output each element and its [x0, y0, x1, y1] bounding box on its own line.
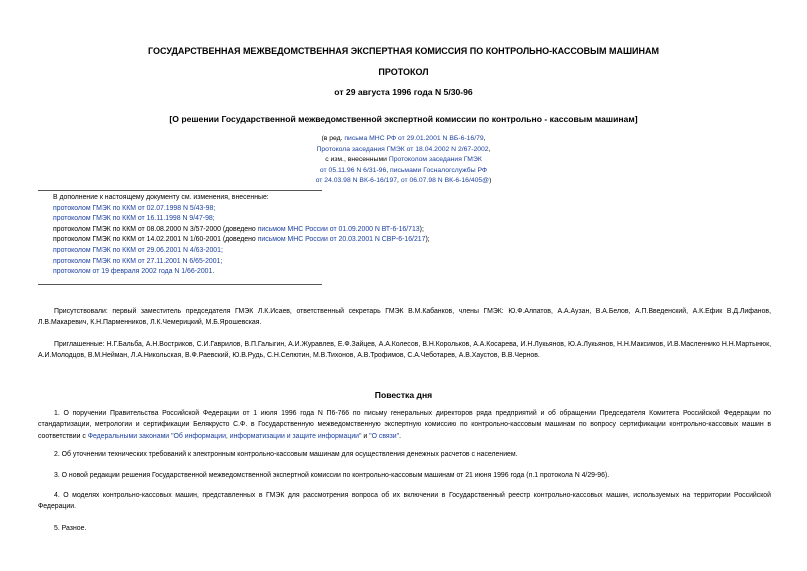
invited-paragraph: Приглашенные: Н.Г.Бальба, А.Н.Востриков, С.И.Гаврилов, В.П.Галыгин, А.И.Журавлев, Е.Ф.Зайцев, А.А.Колесов, В.Н.Корольков, А.А.Косарева, И.Н.Лукьянов, Ю.А.Лукьянов, Н.Н.Максимов, И.В.Масленнико Н.Н.Мартынюк, А.И.Молодцов, В.М.Нейман, Л.А.Никольская, В.Ф.Раевский, Ю.В.Рудь, С.Н.Селютин, М.В.Тихонов, А.В.Трофимов, С.А.Чеботарев, А.В.Хаустов, В.В.Чернов. — [38, 341, 771, 360]
change-link-7[interactable]: протоколом от 19 февраля 2002 года N 1/66-2001 — [53, 268, 213, 276]
document-header: ГОСУДАРСТВЕННАЯ МЕЖВЕДОМСТВЕННАЯ ЭКСПЕРТНАЯ КОМИССИЯ ПО КОНТРОЛЬНО-КАССОВЫМ МАШИНАМ — [148, 46, 659, 56]
changes-bottom-rule — [38, 284, 322, 285]
agenda-item-1: 1. О поручении Правительства Российской Федерации от 1 июля 1996 года N П6-766 по письму генеральных директоров ряда предприятий и об обращении Председателя Комитета Российской Федерации по стандартизации, метрологии и сертификации Белякрусто С.Ф. в Государственную межведомственную экспертную комиссию по контрольно-кассовым машинам по вопросу сертификации контрольно-кассовых машин в соответствии с Федеральными законами "Об информации, информатизации и защите информации" и "О связи". — [38, 410, 771, 440]
edition-link-7[interactable]: от 06.07.98 N ВК-6-16/405@ — [400, 177, 490, 185]
document-date: от 29 августа 1996 года N 5/30-96 — [334, 87, 473, 97]
edition-note: (в ред. письма МНС РФ от 29.01.2001 N ВБ-6-16/79, Протокола заседания ГМЭК от 18.04.2002 N 2/67-2002, с изм., внесенными Протоколом заседания ГМЭК от 05.11.96 N 6/31-96, письмами Госналогслужбы РФ от 24.03.98 N ВК-6-16/197, от 06.07.98 N ВК-6-16/405@) — [315, 135, 492, 185]
change-link-5[interactable]: протоколом ГМЭК по ККМ от 29.06.2001 N 4/63-2001; — [53, 246, 223, 254]
law-link-communications[interactable]: "О связи" — [369, 432, 400, 440]
edition-link-5[interactable]: письмами Госналогслужбы РФ — [390, 166, 488, 174]
edition-link-3[interactable]: Протоколом заседания ГМЭК — [388, 156, 482, 164]
agenda-title: Повестка дня — [374, 390, 433, 400]
edition-link-2[interactable]: Протокола заседания ГМЭК от 18.04.2002 N 2/67-2002 — [316, 145, 489, 153]
change-item-7: протоколом от 19 февраля 2002 года N 1/66-2001. — [53, 268, 215, 276]
change-link-6[interactable]: протоколом ГМЭК по ККМ от 27.11.2001 N 6/65-2001; — [53, 257, 223, 265]
agenda-item-2: 2. Об уточнении технических требований к электронным контрольно-кассовым машинам для осуществления денежных расчетов с населением. — [54, 451, 518, 458]
edition-link-4[interactable]: от 05.11.96 N 6/31-96 — [319, 166, 387, 174]
present-paragraph: Присутствовали: первый заместитель председателя ГМЭК Л.К.Исаев, ответственный секретарь ГМЭК В.М.Кабанков, члены ГМЭК: Ю.Ф.Алпатов, А.А.Аузан, В.А.Белов, А.П.Введенский, А.К.Ефик В.Д.Лифанов, Л.В.Макаревич, К.Н.Парменников, Л.К.Чемерицкий, М.Б.Ярошевская. — [38, 308, 771, 327]
change-item-3: протоколом ГМЭК по ККМ от 08.08.2000 N 3/57-2000 (доведено письмом МНС России от 01.09.2000 N ВТ-6-16/713); — [53, 225, 424, 233]
change-link-2[interactable]: протоколом ГМЭК по ККМ от 16.11.1998 N 9/47-98; — [53, 215, 215, 223]
change-link-1[interactable]: протоколом ГМЭК по ККМ от 02.07.1998 N 5/43-98; — [53, 204, 216, 212]
change-item-4: протоколом ГМЭК по ККМ от 14.02.2001 N 1/60-2001 (доведено письмом МНС России от 20.03.2001 N СВР-6-16/217); — [53, 236, 430, 244]
agenda-item-5: 5. Разное. — [54, 525, 87, 532]
changes-top-rule — [38, 190, 322, 191]
agenda-item-4: 4. О моделях контрольно-кассовых машин, представленных в ГМЭК для рассмотрения вопроса об их включении в Государственный реестр контрольно-кассовых машин, используемых на территории Российской Федерации. — [38, 492, 771, 511]
changes-intro: В дополнение к настоящему документу см. изменения, внесенные: — [53, 194, 269, 201]
agenda-item-3: 3. О новой редакции решения Государственной межведомственной экспертной комиссии по контрольно-кассовым машинам от 21 июня 1996 года (п.1 протокола N 4/29-96). — [54, 472, 610, 479]
document-subject: [О решении Государственной межведомственной экспертной комиссии по контрольно - кассовым машинам] — [169, 114, 638, 124]
law-link-information[interactable]: Федеральными законами "Об информации, информатизации и защите информации" — [87, 432, 362, 440]
edition-link-1[interactable]: письма МНС РФ от 29.01.2001 N ВБ-6-16/79 — [344, 135, 484, 142]
document-type: ПРОТОКОЛ — [378, 67, 429, 77]
change-4-letter-link[interactable]: письмом МНС России от 20.03.2001 N СВР-6-16/217 — [257, 236, 426, 244]
changes-block — [53, 193, 613, 278]
edition-link-6[interactable]: от 24.03.98 N ВК-6-16/197 — [315, 177, 398, 185]
change-3-letter-link[interactable]: письмом МНС России от 01.09.2000 N ВТ-6-16/713 — [257, 225, 420, 233]
